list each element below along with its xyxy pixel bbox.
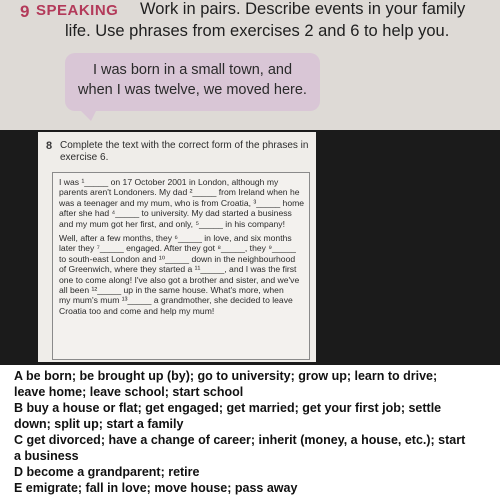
heading-line-2: exercise 6.: [60, 152, 109, 163]
text-line: parents aren't Londoners. My dad ²_____ from Ireland when he: [59, 187, 300, 198]
phrase-row: a business: [14, 449, 79, 463]
instruction-line-2: life. Use phrases from exercises 2 and 6 to help you.: [65, 22, 450, 40]
speech-bubble: [65, 53, 320, 111]
phrase-row: A be born; be brought up (by); go to university; grow up; learn to drive;: [14, 369, 438, 383]
text-line: was a teenager and my mum, who is from Croatia, ³_____ home: [59, 197, 305, 208]
speech-bubble-tail: [79, 109, 97, 121]
phrase-row: leave home; leave school; start school: [14, 385, 244, 399]
gap-fill-text: [52, 172, 310, 360]
instruction-line-1: Work in pairs. Describe events in your family: [140, 0, 466, 18]
bubble-line-1: I was born in a small town, and: [92, 62, 293, 78]
text-line: to south-east London and ¹⁰_____ down in the neighbourhood: [59, 253, 296, 264]
phrase-row: B buy a house or flat; get engaged; get married; get your first job; settle: [14, 401, 442, 415]
paragraph-2: [59, 233, 305, 316]
text-line: Well, after a few months, they ⁶_____ in love, and six months: [59, 233, 292, 243]
phrase-list: [0, 365, 500, 499]
text-line: of Greenwich, where they started a ¹¹_____, and I was the first: [59, 264, 297, 275]
exercise-number: 9: [20, 2, 30, 21]
exercise-8-heading: [60, 140, 315, 164]
text-line: one to come along! I've also got a brother and sister, and we've: [59, 274, 300, 285]
text-line: my mum's mum ¹³_____ a grandmother, she decided to leave: [59, 295, 293, 306]
phrase-row: D become a grandparent; retire: [14, 465, 200, 479]
speaking-section: [0, 0, 500, 130]
text-line: all been ¹²_____ up in the same house. What's more, when: [59, 285, 284, 296]
exercise-8-number: 8: [46, 140, 53, 152]
bubble-line-2: when I was twelve, we moved here.: [78, 82, 307, 98]
phrase-row: E emigrate; fall in love; move house; pass away: [14, 481, 298, 495]
heading-line-1: Complete the text with the correct form of the phrases in: [60, 140, 309, 151]
paragraph-1: [59, 177, 305, 229]
text-line: I was ¹_____ on 17 October 2001 in London, although my: [59, 177, 279, 187]
phrase-row: down; split up; start a family: [14, 417, 184, 431]
exercise-8-photo: [38, 132, 316, 362]
phrase-row: C get divorced; have a change of career; inherit (money, a house, etc.); start: [14, 433, 466, 447]
text-line: later they ⁷_____ engaged. After they got ⁸_____, they ⁹_____: [59, 243, 296, 254]
text-line: Croatia too and come and help my mum!: [59, 305, 215, 316]
speaking-keyword: SPEAKING: [36, 2, 119, 19]
text-line: after she had ⁴_____ to university. My dad started a business: [59, 208, 292, 219]
text-line: and my mum got her first, and only, ⁵_____ in his company!: [59, 218, 285, 229]
